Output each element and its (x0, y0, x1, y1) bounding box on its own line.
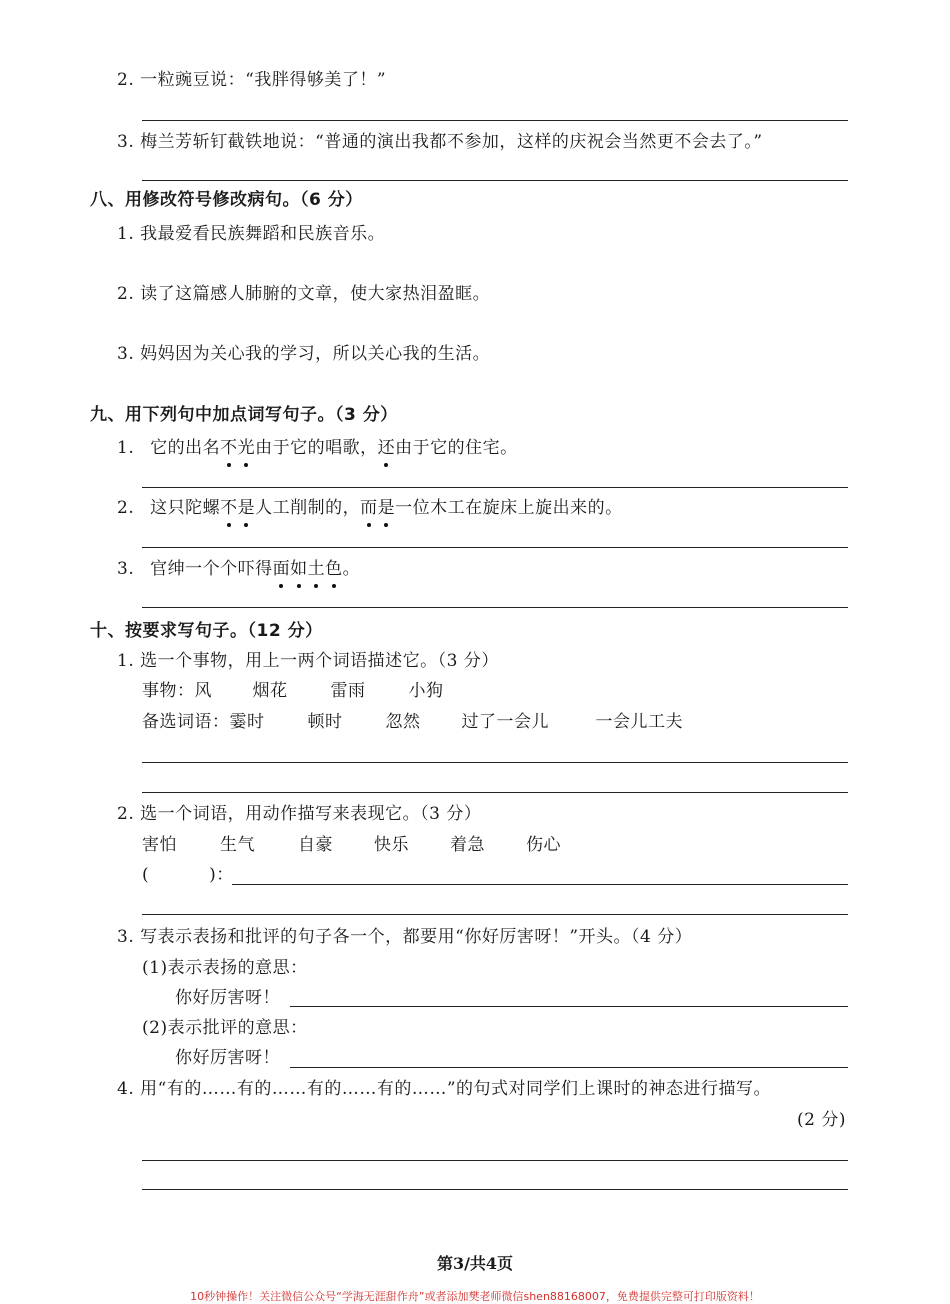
answer-line[interactable] (290, 1006, 848, 1007)
emphasis-char: 还 (377, 438, 396, 458)
emphasis-char: 光 (237, 438, 256, 458)
s7-question-3: 3. 梅兰芳斩钉截铁地说：“普通的演出我都不参加，这样的庆祝会当然更不会去了。” (117, 132, 763, 152)
text: 它的出名 (150, 438, 221, 458)
s10-q3-sub2: (2)表示批评的意思： (142, 1018, 308, 1038)
thing-item: 烟花 (252, 681, 288, 701)
answer-line[interactable] (142, 792, 848, 793)
s8-item-3: 3. 妈妈因为关心我的学习，所以关心我的生活。 (117, 344, 491, 364)
s10-q4-score: (2 分) (797, 1110, 846, 1130)
word-item: 忽然 (385, 712, 421, 732)
answer-line[interactable] (142, 547, 848, 548)
word-item: 霎时 (229, 712, 265, 732)
page-number: 第3/共4页 (436, 1254, 514, 1273)
s9-question-1 (117, 437, 518, 459)
s10-q1-prompt: 1. 选一个事物，用上一两个词语描述它。（3 分） (117, 651, 499, 671)
emphasis-char: 不 (220, 438, 238, 458)
emphasis-char: 如 (290, 559, 308, 579)
answer-line[interactable] (142, 1189, 848, 1190)
s10-q1-things (142, 680, 444, 702)
emotion-word: 生气 (220, 835, 255, 855)
s9-question-2 (117, 497, 623, 519)
emphasis-char: 土 (307, 559, 326, 579)
emphasis-char: 不 (220, 498, 238, 518)
emotion-word: 快乐 (374, 835, 409, 855)
word-item: 过了一会儿 (461, 712, 549, 732)
section-8-title: 八、用修改符号修改病句。（6 分） (90, 190, 363, 210)
q-num: 3. (117, 559, 135, 579)
word-item: 一会儿工夫 (595, 712, 683, 732)
answer-line[interactable] (290, 1067, 848, 1068)
answer-line[interactable] (232, 884, 848, 885)
emotion-word: 害怕 (142, 835, 177, 855)
answer-line[interactable] (142, 120, 848, 121)
words-label: 备选词语： (142, 712, 230, 732)
thing-item: 小狗 (408, 681, 444, 701)
answer-line[interactable] (142, 487, 848, 488)
things-label: 事物： (142, 681, 195, 701)
emotion-word: 着急 (450, 835, 485, 855)
section-9-title: 九、用下列句中加点词写句子。（3 分） (90, 405, 398, 425)
text: 由于它的唱歌， (255, 438, 378, 458)
emotion-word: 自豪 (298, 835, 333, 855)
s10-q4-prompt: 4. 用“有的……有的……有的……有的……”的句式对同学们上课时的神态进行描写。 (117, 1079, 772, 1099)
q-num: 2. (117, 498, 135, 518)
text: 一位木工在旋床上旋出来的。 (395, 498, 623, 518)
text: 。 (342, 559, 361, 579)
paren-close: )： (209, 865, 234, 885)
answer-line[interactable] (142, 607, 848, 608)
s10-q2-words (142, 834, 561, 856)
emphasis-char: 色 (325, 559, 343, 579)
s10-q2-prompt: 2. 选一个词语，用动作描写来表现它。（3 分） (117, 804, 482, 824)
section-10-title: 十、按要求写句子。（12 分） (90, 621, 323, 641)
promo-note: 10秒钟操作！关注微信公众号“学海无涯甜作舟”或者添加樊老师微信shen88168007，免费提供完整可打印版资料！ (190, 1290, 760, 1303)
q-num: 1. (117, 438, 135, 458)
emotion-word: 伤心 (526, 835, 561, 855)
word-item: 顿时 (307, 712, 343, 732)
emphasis-char: 是 (237, 498, 256, 518)
answer-line[interactable] (142, 1160, 848, 1161)
s10-q3-prompt: 3. 写表示表扬和批评的句子各一个，都要用“你好厉害呀！”开头。（4 分） (117, 927, 693, 947)
s10-q1-words (142, 711, 683, 733)
thing-item: 风 (194, 681, 212, 701)
text: 由于它的住宅。 (395, 438, 518, 458)
answer-line[interactable] (142, 914, 848, 915)
s9-question-3 (117, 558, 360, 580)
s8-item-2: 2. 读了这篇感人肺腑的文章，使大家热泪盈眶。 (117, 284, 491, 304)
s7-question-2: 2. 一粒豌豆说：“我胖得够美了！” (117, 70, 387, 90)
answer-line[interactable] (142, 762, 848, 763)
s10-q2-blank (142, 864, 234, 886)
text: 官绅一个个吓得 (150, 559, 273, 579)
emphasis-char: 是 (377, 498, 396, 518)
answer-line[interactable] (142, 180, 848, 181)
emphasis-char: 面 (272, 559, 291, 579)
emphasis-char: 而 (360, 498, 378, 518)
s10-q3-sub1: (1)表示表扬的意思： (142, 958, 308, 978)
paren-open: ( (142, 865, 150, 885)
text: 这只陀螺 (150, 498, 221, 518)
s10-q3-starter-2: 你好厉害呀！ (175, 1048, 280, 1068)
thing-item: 雷雨 (330, 681, 366, 701)
text: 人工削制的， (255, 498, 361, 518)
s8-item-1: 1. 我最爱看民族舞蹈和民族音乐。 (117, 224, 386, 244)
s10-q3-starter-1: 你好厉害呀！ (175, 988, 280, 1008)
